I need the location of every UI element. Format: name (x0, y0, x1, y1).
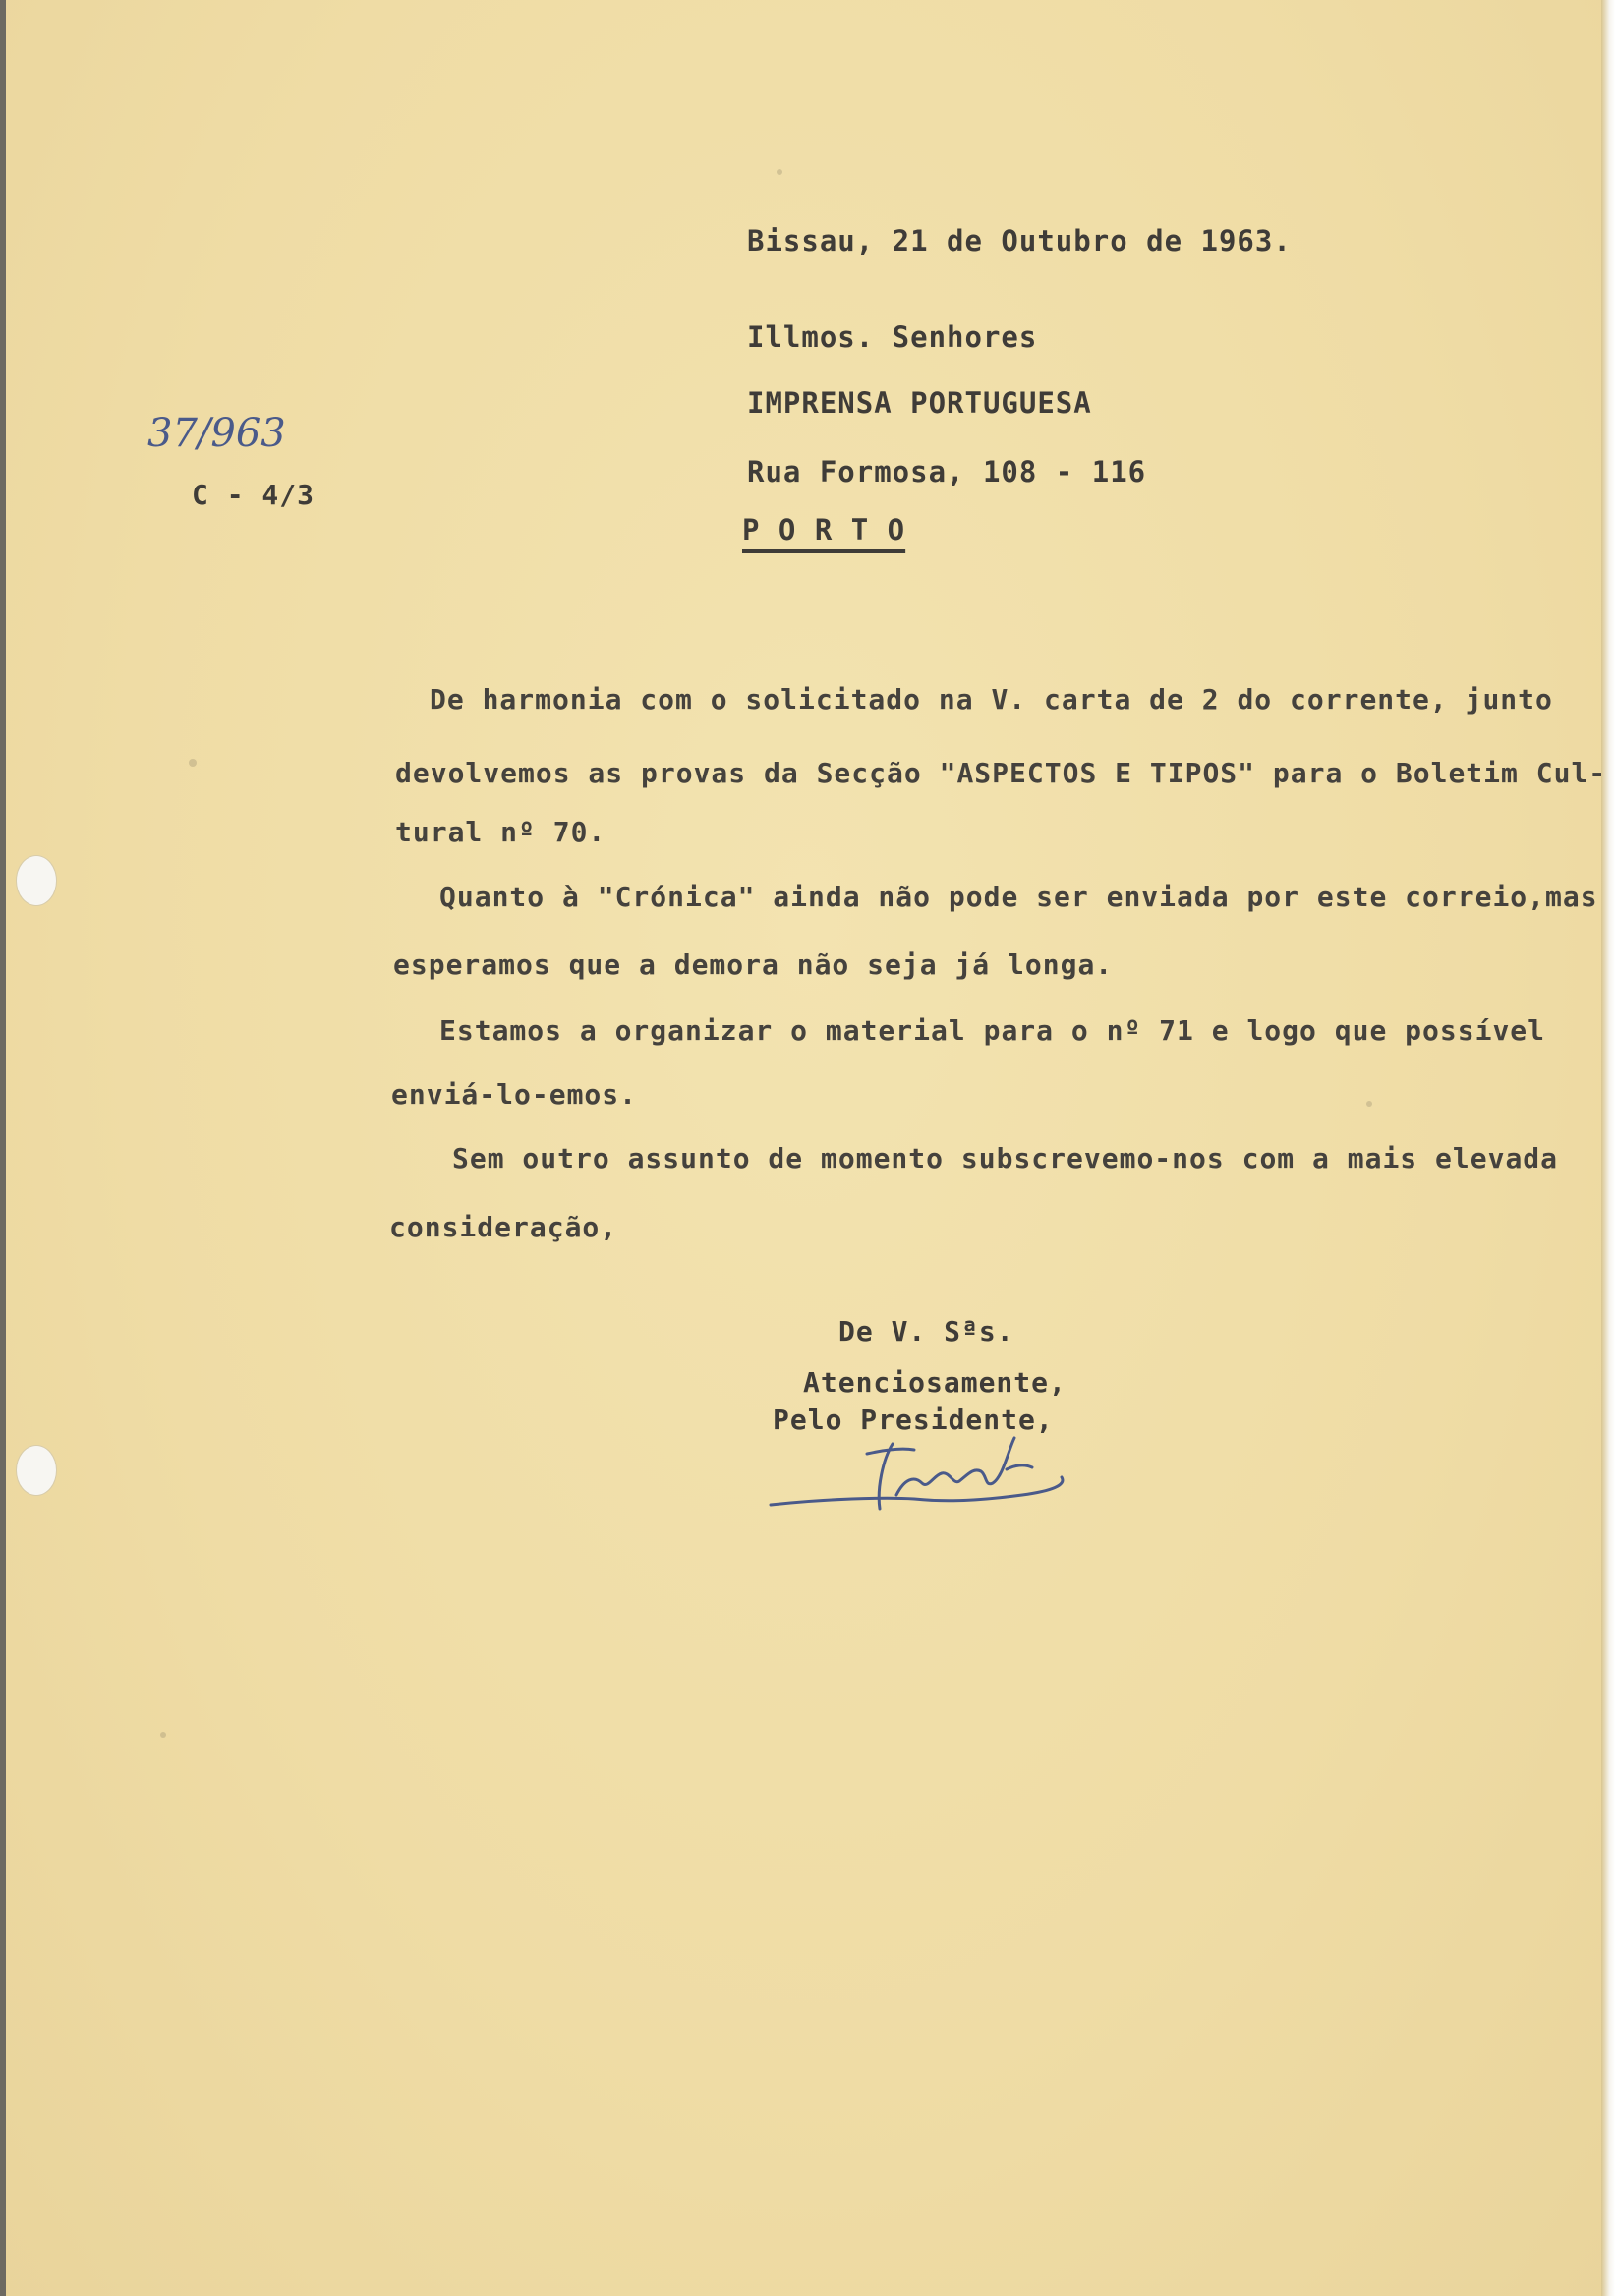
paper-spot (160, 1732, 166, 1738)
paper-spot (189, 759, 197, 767)
salutation: Illmos. Senhores (747, 320, 1038, 354)
body-line: Sem outro assunto de momento subscrevemo-nos com a mais elevada (452, 1142, 1559, 1175)
body-line: esperamos que a demora não seja já longa. (393, 948, 1114, 981)
city: P O R T O (742, 513, 906, 546)
closing-formula: De V. Sªs. (838, 1315, 1014, 1348)
body-line: devolvemos as provas da Secção "ASPECTOS E TIPOS" para o Boletim Cul- (395, 757, 1607, 789)
paper-spot (1366, 1101, 1372, 1107)
reference-number: 37/963 (147, 411, 286, 456)
page-right-edge (1601, 0, 1615, 2296)
closing-signer: Pelo Presidente, (773, 1404, 1054, 1436)
paper-spot (777, 169, 782, 175)
closing-regards: Atenciosamente, (803, 1366, 1067, 1399)
body-line: tural nº 70. (395, 816, 606, 848)
handwritten-signature (767, 1430, 1081, 1523)
street-address: Rua Formosa, 108 - 116 (747, 455, 1147, 488)
addressee: IMPRENSA PORTUGUESA (747, 386, 1092, 420)
page-left-edge (0, 0, 6, 2296)
body-line: Quanto à "Crónica" ainda não pode ser enviada por este correio,mas (439, 881, 1598, 913)
date-line: Bissau, 21 de Outubro de 1963. (747, 224, 1292, 258)
body-line: De harmonia com o solicitado na V. carta de 2 do corrente, junto (430, 683, 1553, 716)
body-line: consideração, (389, 1211, 618, 1243)
punch-hole-bottom (16, 1445, 57, 1496)
punch-hole-top (16, 855, 57, 906)
reference-code: C - 4/3 (192, 479, 316, 511)
body-line: enviá-lo-emos. (391, 1078, 638, 1111)
body-line: Estamos a organizar o material para o nº 71 e logo que possível (439, 1014, 1546, 1047)
